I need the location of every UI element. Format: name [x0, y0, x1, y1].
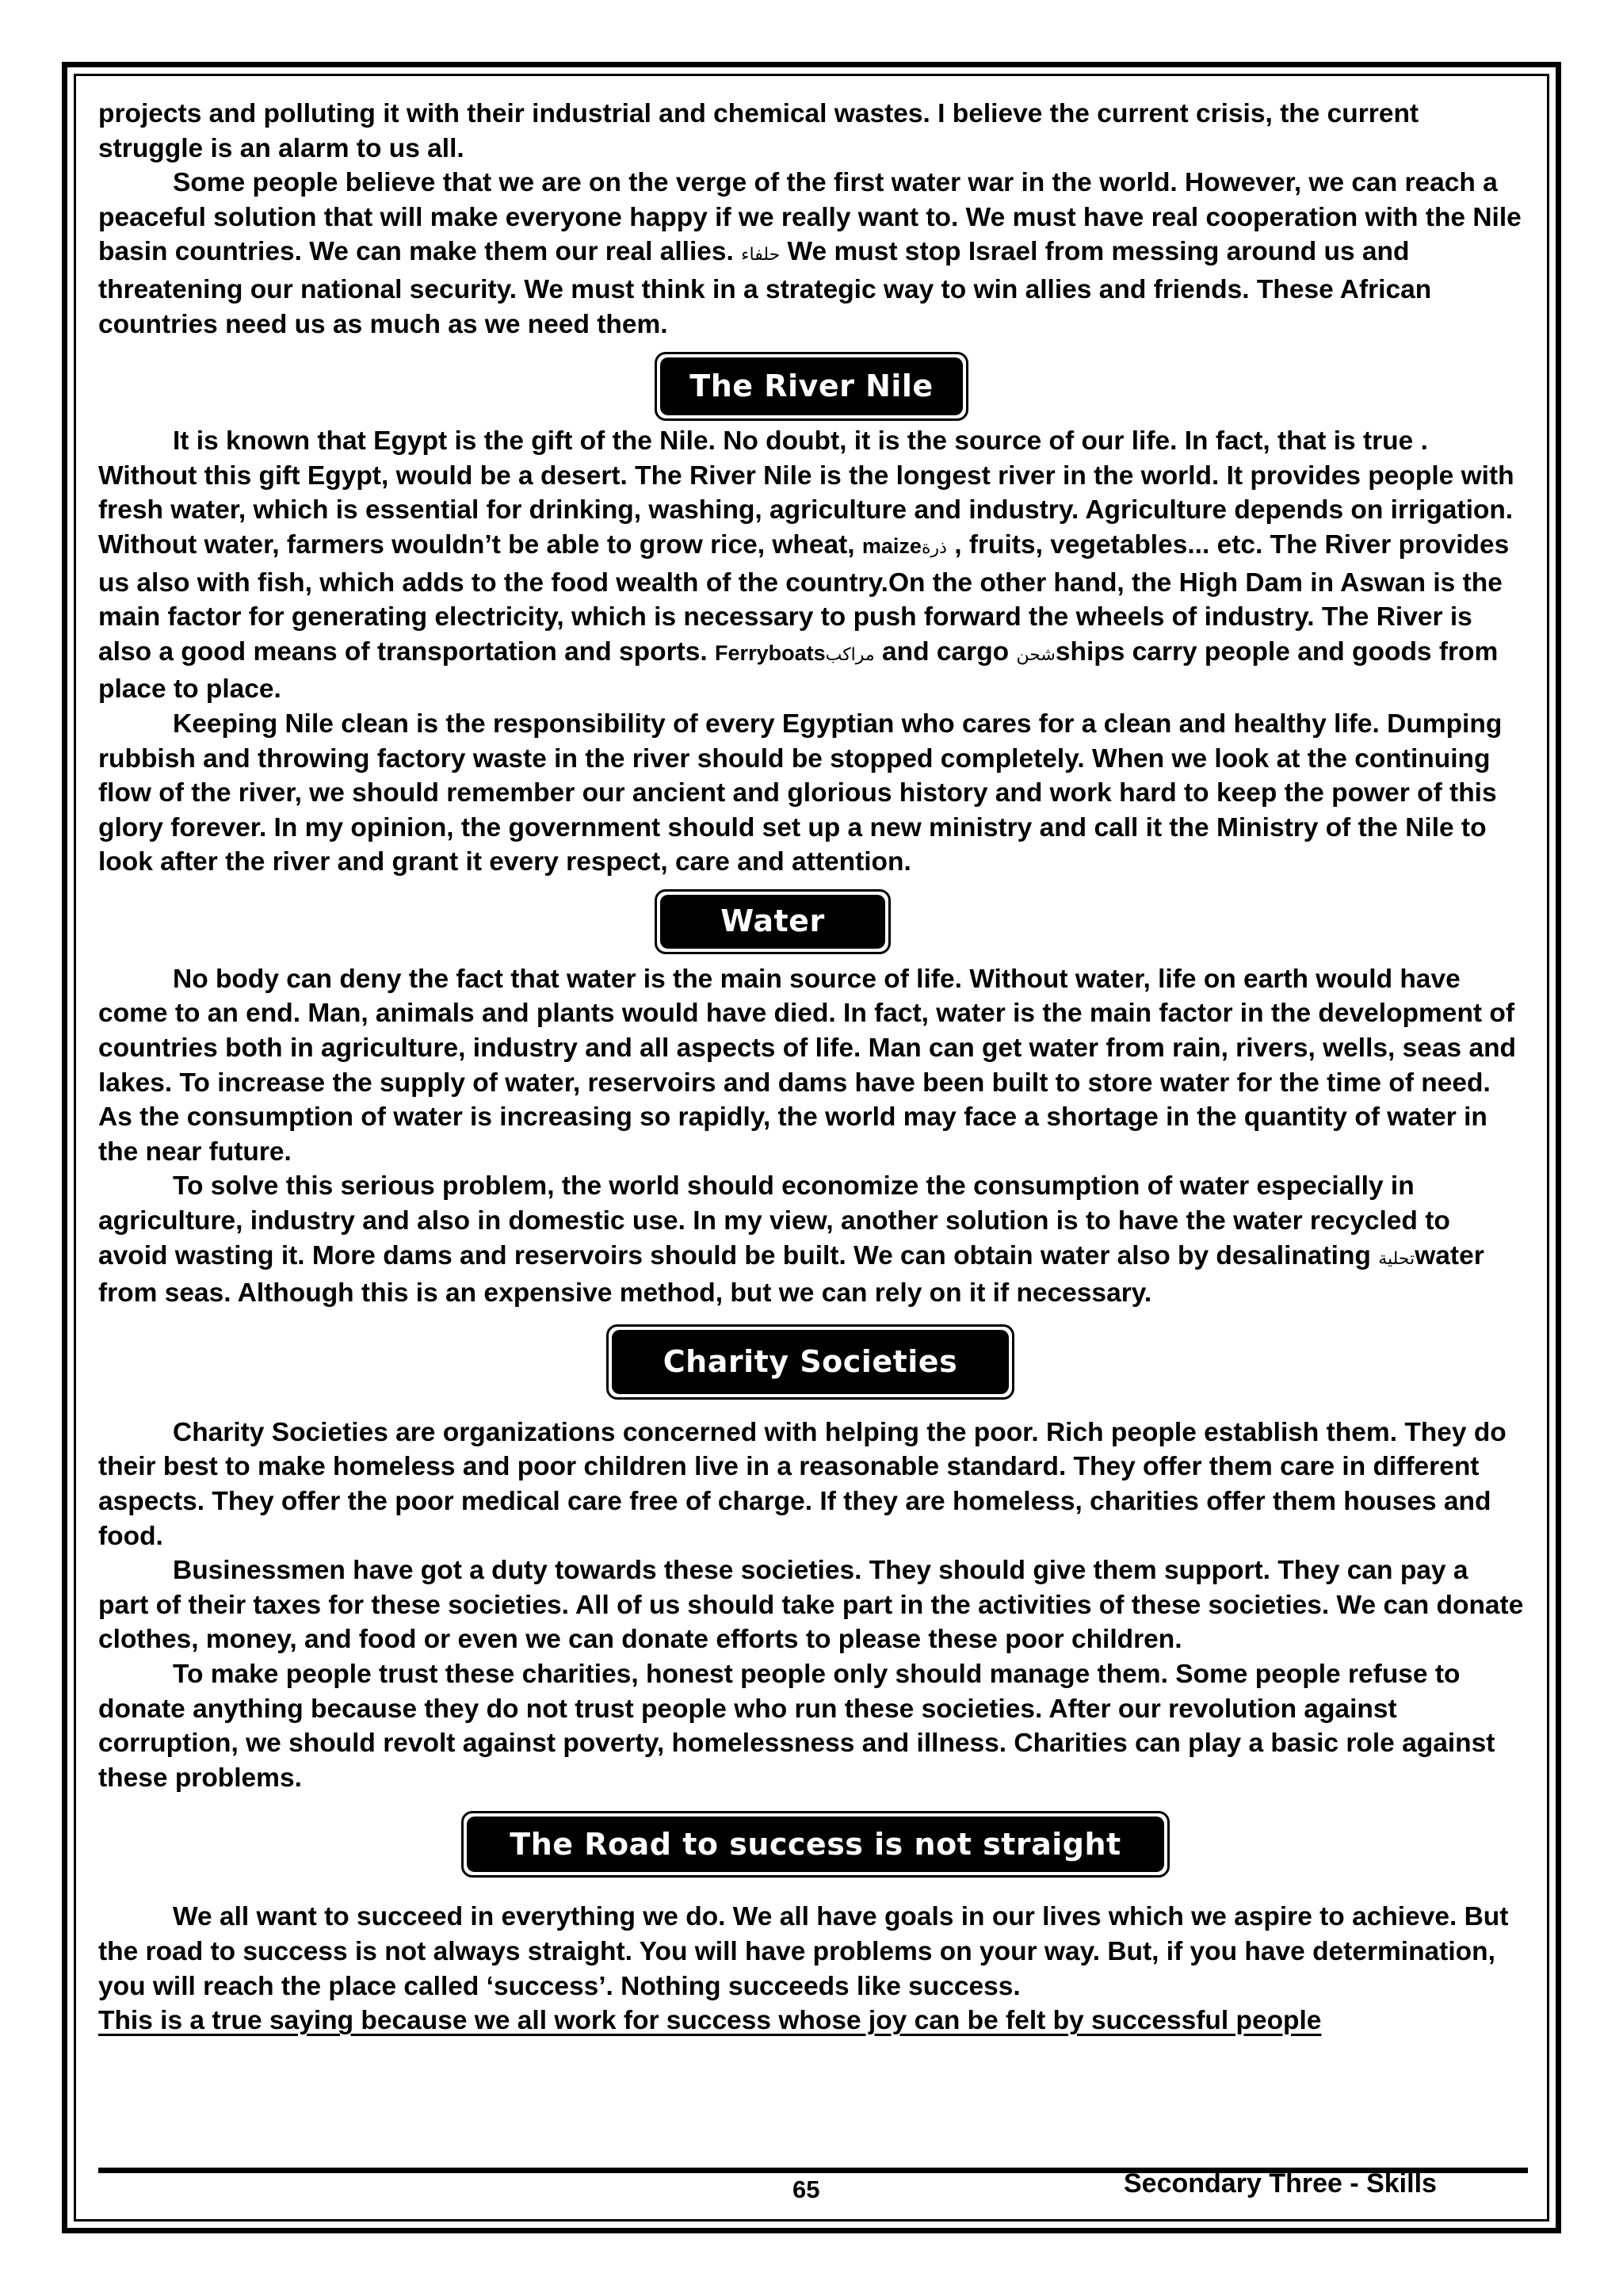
page-number: 65 [792, 2176, 820, 2203]
nile-p1-text-b: , fruits, vegetables... etc. The River provides us also with fish, which adds to the food wealth of the country.On the other hand, the High Dam in Aswan is the main factor for generating electricity, which is necessary to push forward the wheels of industry. The River is also a good means of transportation and sports. [98, 529, 1510, 667]
heading-road-wrap [98, 1795, 1525, 1900]
intro-p2-text-a: Some people believe that we are on the verge of the first water war in the world. However, we can reach a peaceful solution that will make everyone happy if we really want to. We must have real cooperation with the Nile basin countries. We can make them our real allies. [98, 168, 1522, 267]
arabic-gloss-cargo: شحن [1016, 644, 1056, 665]
arabic-gloss-maize: ذرة [921, 537, 947, 558]
intro-p2-text-b: We must stop Israel from messing around us and threatening our national security. We must think in a strategic way to win allies and friends. These African countries need us as much as we need them. [98, 237, 1432, 339]
water-p2-text-b: water from seas. Although this is an expensive method, but we can rely on it if necessary. [98, 1240, 1484, 1308]
nile-paragraph-1 [98, 424, 1525, 707]
footer-label: Secondary Three - Skills [1124, 2168, 1437, 2199]
page-content [98, 97, 1525, 2038]
arabic-gloss-desalinating: تحلية [1378, 1248, 1415, 1269]
charity-paragraph-1: Charity Societies are organizations concerned with helping the poor. Rich people establish them. They do their best to make homeless and poor children live in a reasonable standard. They offer them care in different aspects. They offer the poor medical care free of charge. If they are homeless, charities offer them houses and food. [98, 1417, 1507, 1551]
nile-word-maize: maize [861, 533, 922, 558]
intro-paragraph-2 [98, 166, 1525, 342]
nile-p1-text-a: It is known that Egypt is the gift of the Nile. No doubt, it is the source of our life. In fact, that is true . Without this gift Egypt, would be a desert. The River Nile is the longest river in the world. It provides people with fresh water, which is essential for drinking, washing, agriculture and industry. Agriculture depends on irrigation. Without water, farmers wouldn’t be able to grow rice, wheat, [98, 426, 1514, 560]
water-paragraph-2 [98, 1169, 1525, 1310]
charity-paragraph-2: Businessmen have got a duty towards these societies. They should give them support. They can pay a part of their taxes for these societies. All of us should take part in the activities of these societies. We can donate clothes, money, and food or even we can donate efforts to please these poor children. [98, 1556, 1524, 1655]
heading-charity-societies: Charity Societies [606, 1324, 1014, 1400]
water-paragraph-1: No body can deny the fact that water is the main source of life. Without water, life on earth would have come to an end. Man, animals and plants would have died. In fact, water is the main factor in the development of countries both in agriculture, industry and all aspects of life. Man can get water from rain, rivers, wells, seas and lakes. To increase the supply of water, reservoirs and dams have been built to store water for the time of need. As the consumption of water is increasing so rapidly, the world may face a shortage in the quantity of water in the near future. [98, 964, 1517, 1167]
arabic-gloss-allies: حلفاء [741, 245, 781, 266]
water-p2-text-a: To solve this serious problem, the world should economize the consumption of water especially in agriculture, industry and also in domestic use. In my view, another solution is to have the water recycled to avoid wasting it. More dams and reservoirs should be built. We can obtain water also by desalinating [98, 1171, 1450, 1270]
nile-p1-text-c: and cargo [874, 636, 1017, 667]
road-paragraph-1: We all want to succeed in everything we do. We all have goals in our lives which we aspire to achieve. But the road to success is not always straight. You will have problems on your way. But, if you have determination, you will reach the place called ‘success’. Nothing succeeds like success. [98, 1902, 1509, 2001]
charity-paragraph-3: To make people trust these charities, honest people only should manage them. Some people refuse to donate anything because they do not trust people who run these societies. After our revolution against corruption, we should revolt against poverty, homelessness and illness. Charities can play a basic role against these problems. [98, 1659, 1495, 1793]
nile-p1-text-d: ships carry people and goods from place to place. [98, 636, 1499, 705]
nile-paragraph-2: Keeping Nile clean is the responsibility of every Egyptian who cares for a clean and healthy life. Dumping rubbish and throwing factory waste in the river should be stopped completely. When we look at the continuing flow of the river, we should remember our ancient and glorious history and work hard to keep the power of this glory forever. In my opinion, the government should set up a new ministry and call it the Ministry of the Nile to look after the river and grant it every respect, care and attention. [98, 709, 1503, 877]
heading-charity-wrap [98, 1311, 1525, 1415]
heading-river-nile-wrap [98, 342, 1525, 424]
heading-river-nile: The River Nile [655, 352, 968, 421]
road-paragraph-last-line: This is a true saying because we all work for success whose joy can be felt by successful people [98, 2006, 1322, 2036]
heading-water-wrap [98, 880, 1525, 962]
intro-paragraph-1: projects and polluting it with their industrial and chemical wastes. I believe the current crisis, the current struggle is an alarm to us all. [98, 99, 1419, 163]
heading-water: Water [655, 889, 891, 954]
heading-road-to-success: The Road to success is not straight [461, 1811, 1170, 1878]
arabic-gloss-ferryboats: مراكب [825, 644, 875, 665]
nile-word-ferryboats: Ferryboats [715, 640, 826, 665]
